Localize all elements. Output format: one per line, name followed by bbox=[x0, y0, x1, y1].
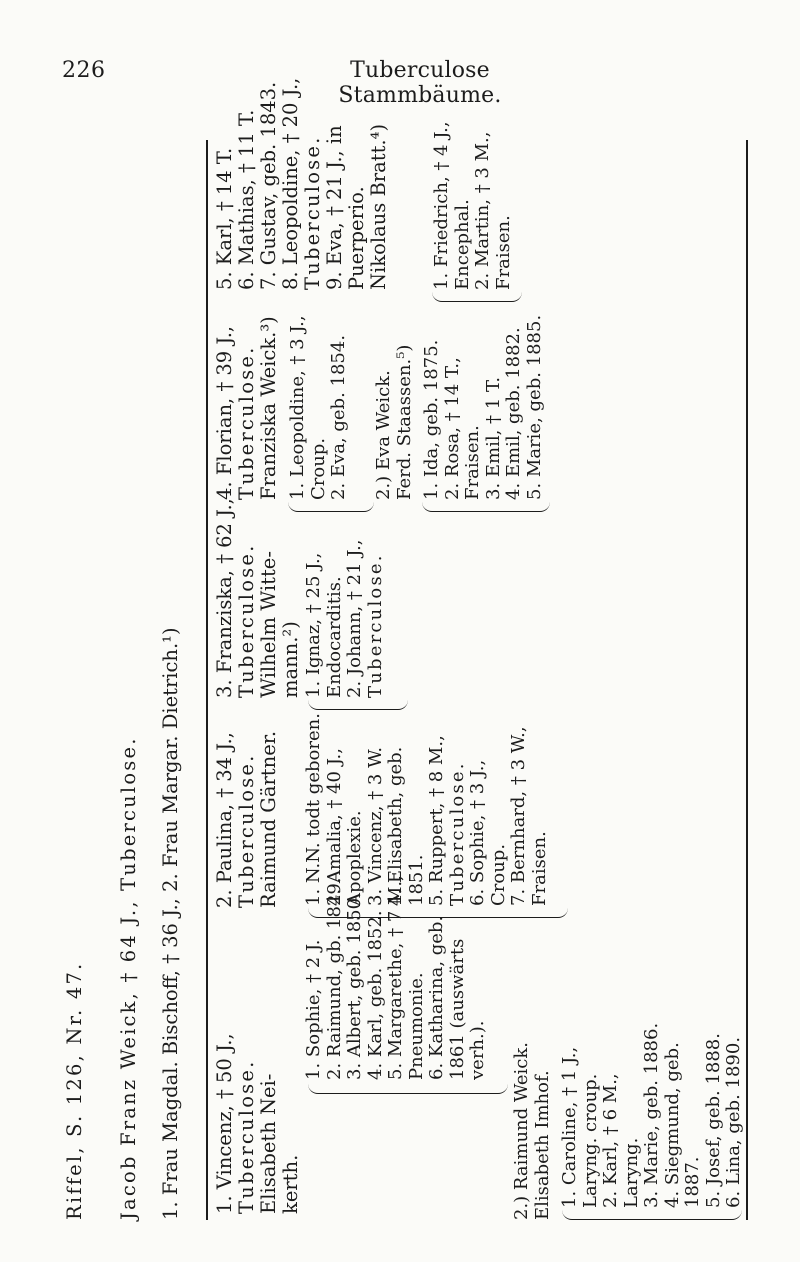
brace bbox=[308, 699, 408, 710]
descendant-line: 4. Karl, geb. 1852. bbox=[364, 910, 386, 1080]
descendant-line: 3. Albert, geb. 1850. bbox=[344, 892, 365, 1080]
child-line: kerth. bbox=[279, 1154, 302, 1214]
child-line: Tuberculose. bbox=[235, 1059, 258, 1214]
branch-line: Elisabeth Imhof. bbox=[531, 1070, 553, 1220]
child-florian bbox=[214, 316, 280, 500]
child-line: Elisabeth Nei- bbox=[257, 1073, 280, 1214]
descendant-line: 2. Amalia, † 40 J., bbox=[323, 748, 345, 906]
page-number: 226 bbox=[62, 58, 106, 83]
family-mothers: 1. Frau Magdal. Bischoff, † 36 J., 2. Frau Margar. Dietrich.¹) bbox=[159, 627, 182, 1220]
descendant-line: Tuberculose. bbox=[446, 761, 468, 906]
eva-bratt-children bbox=[432, 121, 514, 290]
child-line: 5. Karl, † 14 T. bbox=[213, 147, 236, 290]
descendant-line: 5. Ruppert, † 8 M., bbox=[426, 735, 447, 906]
descendant-line: 5. Margarethe, † 7 M., bbox=[385, 875, 406, 1080]
descendant-line: 1. Caroline, † 1 J., bbox=[559, 1046, 580, 1208]
child-line: Franziska Weick.³) bbox=[257, 316, 280, 500]
child-line: 3. Franziska, † 62 J., bbox=[213, 498, 236, 698]
descendant-line: Fraisen. bbox=[462, 425, 483, 500]
page-header bbox=[0, 52, 800, 108]
child-line: 7. Gustav, geb. 1843. bbox=[257, 81, 280, 290]
descendant-line: 4. Elisabeth, geb. bbox=[385, 746, 406, 906]
descendant-line: Apoplexie. bbox=[344, 810, 365, 906]
eva-weick-branch bbox=[374, 345, 415, 500]
child-line: 9. Eva, † 21 J., in bbox=[323, 125, 346, 290]
descendant-line: 2. Eva, geb. 1854. bbox=[328, 334, 349, 500]
descendant-line: 1. N.N. todt geboren. bbox=[303, 713, 324, 906]
descendant-line: 1. Leopoldine, † 3 J., bbox=[287, 315, 308, 500]
divider bbox=[206, 140, 208, 1220]
descendant-line: Fraisen. bbox=[492, 215, 514, 290]
descendant-line: 1861 (auswärts bbox=[446, 938, 468, 1080]
child-line: Nikolaus Bratt.⁴) bbox=[367, 123, 390, 290]
child-paulina bbox=[214, 731, 280, 908]
family-father: Jacob Franz Weick, † 64 J., Tuberculose. bbox=[117, 736, 140, 1220]
descendant-line: Pneumonie. bbox=[405, 972, 427, 1080]
descendant-line: Croup. bbox=[307, 437, 329, 500]
descendant-line: 4. Emil, geb. 1882. bbox=[503, 327, 524, 500]
descendant-line: 2. Martin, † 3 M., bbox=[472, 131, 493, 290]
descendant-line: 6. Katharina, geb. bbox=[426, 915, 447, 1080]
brace bbox=[432, 291, 522, 302]
descendant-line: 6. Lina, geb. 1890. bbox=[723, 1036, 744, 1208]
brace bbox=[422, 501, 550, 512]
branch-line: Ferd. Staassen.⁵) bbox=[393, 344, 415, 500]
source-reference: Riffel, S. 126, Nr. 47. bbox=[63, 961, 86, 1220]
descendant-line: Laryng. bbox=[620, 1137, 642, 1208]
brace bbox=[562, 1209, 742, 1220]
child-line: 2. Paulina, † 34 J., bbox=[213, 732, 236, 908]
child-line: mann.²) bbox=[279, 621, 302, 698]
child-line: 4. Florian, † 39 J., bbox=[213, 325, 236, 500]
descendant-line: 2. Raimund, gb. 1849. bbox=[323, 877, 345, 1080]
descendant-line: 1. Ignaz, † 25 J., bbox=[303, 552, 324, 698]
brace bbox=[288, 501, 374, 512]
franziska-children bbox=[304, 539, 386, 698]
branch-line: 2.) Raimund Weick. bbox=[511, 1041, 532, 1220]
child-franziska bbox=[214, 498, 302, 698]
descendant-line: 1. Ida, geb. 1875. bbox=[421, 339, 442, 500]
descendant-line: Croup. bbox=[487, 843, 509, 906]
descendant-line: 2. Karl, † 6 M., bbox=[600, 1073, 621, 1208]
descendant-line: 5. Josef, geb. 1888. bbox=[702, 1033, 724, 1208]
child-line: 1. Vincenz, † 50 J., bbox=[213, 1033, 236, 1214]
descendant-line: 1. Sophie, † 2 J. bbox=[303, 939, 324, 1080]
child-line: Tuberculose. bbox=[235, 543, 258, 698]
child-line: Tuberculose. bbox=[235, 753, 258, 908]
florian-children bbox=[288, 315, 350, 500]
child-line: 8. Leopoldine, † 20 J., bbox=[279, 77, 302, 290]
eva-weick-children bbox=[422, 315, 545, 500]
child-line: Tuberculose. bbox=[301, 135, 324, 290]
branch-line: 2.) Eva Weick. bbox=[373, 370, 394, 500]
descendant-line: 3. Vincenz, † 3 W. bbox=[364, 746, 386, 906]
descendant-line: 7. Bernhard, † 3 W., bbox=[508, 726, 529, 906]
descendant-line: Laryng. croup. bbox=[579, 1073, 601, 1208]
child-vincenz bbox=[214, 1033, 302, 1214]
brace bbox=[308, 907, 568, 918]
descendant-line: 1. Friedrich, † 4 J., bbox=[431, 121, 452, 290]
descendant-line: Fraisen. bbox=[528, 831, 550, 906]
descendant-line: Tuberculose. bbox=[364, 553, 386, 698]
descendant-line: 2. Johann, † 21 J., bbox=[344, 539, 365, 698]
descendant-line: Encephal. bbox=[451, 199, 473, 290]
descendant-line: verh.). bbox=[467, 1020, 488, 1080]
descendant-line: 5. Marie, geb. 1885. bbox=[523, 314, 545, 500]
raimund-weick-branch bbox=[512, 1042, 553, 1220]
child-line: Wilhelm Witte- bbox=[257, 551, 280, 698]
child-group-5-9 bbox=[214, 78, 390, 290]
child-line: 6. Mathias, † 11 T. bbox=[235, 109, 258, 290]
divider bbox=[746, 140, 748, 1220]
raimund-weick-children bbox=[560, 1023, 745, 1208]
running-title: Tuberculose Stammbäume. bbox=[338, 58, 502, 108]
descendant-line: 3. Marie, geb. 1886. bbox=[641, 1022, 662, 1208]
brace bbox=[308, 1083, 508, 1094]
descendant-line: 1887. bbox=[682, 1156, 703, 1208]
descendant-line: 3. Emil, † 1 T. bbox=[482, 376, 504, 500]
descendant-line: Endocarditis. bbox=[323, 576, 345, 698]
child-line: Raimund Gärtner. bbox=[257, 730, 280, 908]
child-line: Puerperio. bbox=[345, 186, 368, 290]
descendant-line: 4. Siegmund, geb. bbox=[661, 1042, 683, 1208]
paulina-children bbox=[304, 713, 550, 906]
descendant-line: 2. Rosa, † 14 T., bbox=[441, 357, 463, 500]
descendant-line: 1851. bbox=[405, 854, 427, 906]
child-line: Tuberculose. bbox=[235, 345, 258, 500]
descendant-line: 6. Sophie, † 3 J., bbox=[467, 759, 488, 906]
